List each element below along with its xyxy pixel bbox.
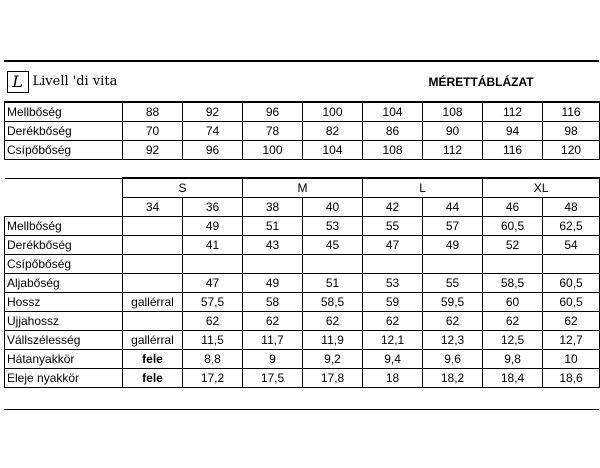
value-cell: 47: [363, 235, 423, 254]
row-label: Vállszélesség: [5, 330, 123, 349]
row-label: Ujjahossz: [5, 311, 123, 330]
value-cell: 58,5: [303, 292, 363, 311]
value-cell: 60,5: [543, 273, 600, 292]
spacer-row: [5, 159, 600, 178]
top-table-row: [5, 102, 600, 121]
value-cell: 112: [423, 140, 483, 159]
value-cell: 96: [183, 140, 243, 159]
value-cell: 94: [483, 121, 543, 140]
brand-name: Livell: [32, 73, 69, 89]
value-cell: 88: [123, 102, 183, 121]
size-group-l: L: [363, 178, 483, 197]
value-cell: 18,2: [423, 368, 483, 387]
value-cell: 62: [483, 311, 543, 330]
header-row: [5, 62, 600, 102]
value-cell: [483, 254, 543, 273]
row-label: Hossz: [5, 292, 123, 311]
value-cell: 49: [243, 273, 303, 292]
size-group-xl: XL: [483, 178, 600, 197]
value-cell: 17,8: [303, 368, 363, 387]
value-cell: 104: [303, 140, 363, 159]
size-group-m: M: [243, 178, 363, 197]
page-title: MÉRETTÁBLÁZAT: [428, 74, 534, 89]
value-cell: 59: [363, 292, 423, 311]
row-label: Mellbőség: [5, 102, 123, 121]
value-cell: 108: [363, 140, 423, 159]
size-group-s: S: [123, 178, 243, 197]
value-cell: 116: [543, 102, 600, 121]
value-cell: 49: [423, 235, 483, 254]
note-cell: gallérral: [123, 292, 183, 311]
row-label: Derékbőség: [5, 121, 123, 140]
value-cell: 82: [303, 121, 363, 140]
measurement-row: [5, 311, 600, 330]
note-cell: [123, 235, 183, 254]
value-cell: 17,5: [243, 368, 303, 387]
value-cell: 96: [243, 102, 303, 121]
value-cell: 18,6: [543, 368, 600, 387]
size-number: 34: [123, 197, 183, 216]
value-cell: 62: [243, 311, 303, 330]
value-cell: 60,5: [543, 292, 600, 311]
value-cell: 9,4: [363, 349, 423, 368]
value-cell: 51: [243, 216, 303, 235]
value-cell: 86: [363, 121, 423, 140]
measurement-row: [5, 235, 600, 254]
value-cell: 116: [483, 140, 543, 159]
value-cell: 9: [243, 349, 303, 368]
value-cell: 12,3: [423, 330, 483, 349]
note-cell: [123, 311, 183, 330]
logo: [5, 62, 183, 102]
value-cell: 62: [183, 311, 243, 330]
value-cell: 90: [423, 121, 483, 140]
value-cell: 9,2: [303, 349, 363, 368]
value-cell: 62: [543, 311, 600, 330]
note-cell: [123, 254, 183, 273]
value-cell: 18,4: [483, 368, 543, 387]
value-cell: 100: [243, 140, 303, 159]
size-chart-sheet: [4, 62, 599, 388]
size-number: 42: [363, 197, 423, 216]
measurement-row: [5, 368, 600, 387]
row-label: Aljabőség: [5, 273, 123, 292]
value-cell: 70: [123, 121, 183, 140]
value-cell: [183, 254, 243, 273]
value-cell: 78: [243, 121, 303, 140]
value-cell: 58,5: [483, 273, 543, 292]
size-number: 38: [243, 197, 303, 216]
brand-suffix: 'di vita: [72, 73, 118, 89]
measurement-row: [5, 216, 600, 235]
value-cell: 53: [303, 216, 363, 235]
value-cell: 74: [183, 121, 243, 140]
value-cell: 104: [363, 102, 423, 121]
value-cell: 112: [483, 102, 543, 121]
value-cell: 60,5: [483, 216, 543, 235]
value-cell: 55: [423, 273, 483, 292]
value-cell: 8,8: [183, 349, 243, 368]
value-cell: 49: [183, 216, 243, 235]
row-label: Hátanyakkör: [5, 349, 123, 368]
size-number-row: [5, 197, 600, 216]
value-cell: 11,7: [243, 330, 303, 349]
value-cell: [543, 254, 600, 273]
size-number: 36: [183, 197, 243, 216]
size-number: 46: [483, 197, 543, 216]
size-number: 48: [543, 197, 600, 216]
size-number: 40: [303, 197, 363, 216]
measurement-row: [5, 330, 600, 349]
value-cell: 43: [243, 235, 303, 254]
top-table-row: [5, 121, 600, 140]
value-cell: [303, 254, 363, 273]
bottom-rule: [4, 409, 599, 410]
value-cell: 100: [303, 102, 363, 121]
value-cell: 17,2: [183, 368, 243, 387]
value-cell: [363, 254, 423, 273]
value-cell: 41: [183, 235, 243, 254]
value-cell: 11,9: [303, 330, 363, 349]
measurement-row: [5, 349, 600, 368]
value-cell: 51: [303, 273, 363, 292]
value-cell: 58: [243, 292, 303, 311]
value-cell: 98: [543, 121, 600, 140]
top-table-row: [5, 140, 600, 159]
size-chart-table: [4, 62, 600, 388]
value-cell: 108: [423, 102, 483, 121]
value-cell: 10: [543, 349, 600, 368]
value-cell: 62: [363, 311, 423, 330]
value-cell: [243, 254, 303, 273]
row-label: Mellbőség: [5, 216, 123, 235]
row-label: Derékbőség: [5, 235, 123, 254]
value-cell: 120: [543, 140, 600, 159]
value-cell: 55: [363, 216, 423, 235]
value-cell: 18: [363, 368, 423, 387]
size-number: 44: [423, 197, 483, 216]
logo-mark-icon: L: [7, 71, 29, 93]
value-cell: 12,7: [543, 330, 600, 349]
measurement-row: [5, 292, 600, 311]
value-cell: 53: [363, 273, 423, 292]
row-label: Eleje nyakkör: [5, 368, 123, 387]
row-label: Csípőbőség: [5, 254, 123, 273]
value-cell: 11,5: [183, 330, 243, 349]
value-cell: 62,5: [543, 216, 600, 235]
value-cell: 60: [483, 292, 543, 311]
value-cell: 59,5: [423, 292, 483, 311]
value-cell: 47: [183, 273, 243, 292]
size-group-row: [5, 178, 600, 197]
value-cell: 9,6: [423, 349, 483, 368]
value-cell: 45: [303, 235, 363, 254]
note-cell: fele: [123, 368, 183, 387]
value-cell: 57,5: [183, 292, 243, 311]
value-cell: 62: [423, 311, 483, 330]
value-cell: [423, 254, 483, 273]
value-cell: 92: [183, 102, 243, 121]
value-cell: 57: [423, 216, 483, 235]
value-cell: 92: [123, 140, 183, 159]
note-cell: [123, 273, 183, 292]
row-label: Csípőbőség: [5, 140, 123, 159]
value-cell: 62: [303, 311, 363, 330]
note-cell: [123, 216, 183, 235]
note-cell: gallérral: [123, 330, 183, 349]
measurement-row: [5, 273, 600, 292]
note-cell: fele: [123, 349, 183, 368]
value-cell: 54: [543, 235, 600, 254]
value-cell: 12,5: [483, 330, 543, 349]
value-cell: 52: [483, 235, 543, 254]
value-cell: 9,8: [483, 349, 543, 368]
value-cell: 12,1: [363, 330, 423, 349]
measurement-row: [5, 254, 600, 273]
